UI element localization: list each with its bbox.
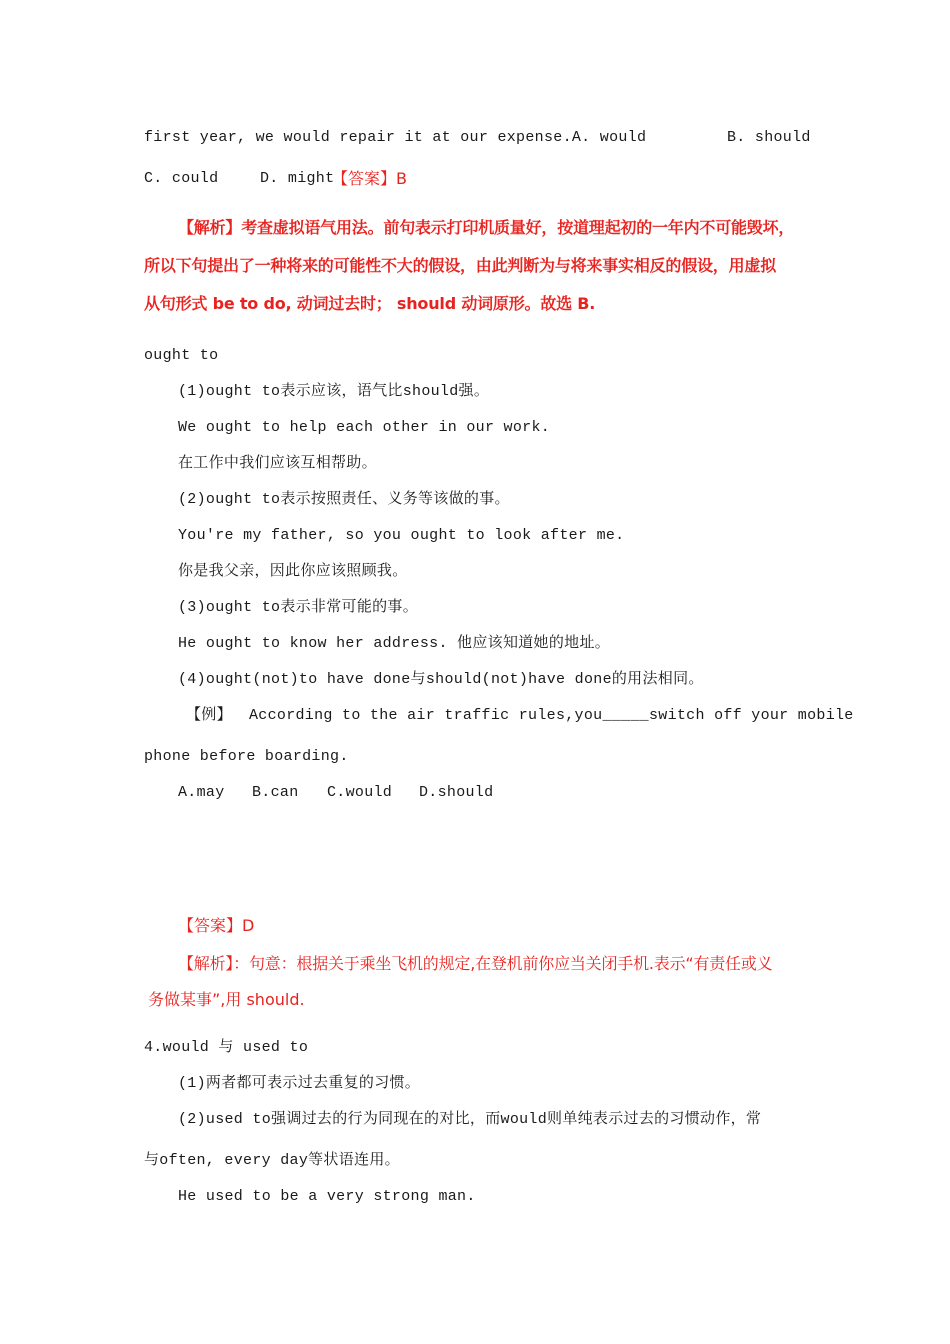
option-c: C. could [144, 170, 219, 187]
answer-label-2: 【答案】D [178, 916, 255, 935]
example-label: 【例】 [186, 707, 232, 724]
analysis-1-line-2: 所以下句提出了一种将来的可能性不大的假设，由此判断为与将来事实相反的假设，用虚拟 [144, 256, 777, 275]
ought-item-1: (1)ought to表示应该，语气比should强。 [178, 383, 490, 400]
option-d-should: D.should [419, 784, 494, 801]
would-item-2-line-1: (2)used to强调过去的行为同现在的对比，而would则单纯表示过去的习惯动作，常 [178, 1111, 762, 1128]
ought-item-8: He ought to know her address. 他应该知道她的地址。 [178, 635, 611, 652]
would-item-1: (1)两者都可表示过去重复的习惯。 [178, 1075, 421, 1092]
example-line-2: phone before boarding. [144, 748, 349, 765]
analysis-2-line-2: 务做某事”,用 should. [148, 990, 305, 1009]
answer-label-1: 【答案】B [332, 169, 407, 188]
ought-item-9: (4)ought(not)to have done与should(not)have done的用法相同。 [178, 671, 704, 688]
ought-item-3: 在工作中我们应该互相帮助。 [178, 455, 377, 472]
option-a-may: A.may [178, 784, 225, 801]
ought-item-4: (2)ought to表示按照责任、义务等该做的事。 [178, 491, 510, 508]
would-item-2-line-2: 与often, every day等状语连用。 [144, 1152, 400, 1169]
ought-item-6: 你是我父亲，因此你应该照顾我。 [178, 563, 408, 580]
analysis-2-line-1: 【解析】：句意：根据关于乘坐飞机的规定,在登机前你应当关闭手机.表示“有责任或义 [178, 954, 773, 973]
ought-item-7: (3)ought to表示非常可能的事。 [178, 599, 419, 616]
ought-item-2: We ought to help each other in our work. [178, 419, 551, 436]
section-heading-would-used-to: 4.would 与 used to [144, 1039, 309, 1056]
question-text-line: first year, we would repair it at our expense.A. would [144, 129, 647, 146]
option-b-can: B.can [252, 784, 299, 801]
analysis-1-line-3: 从句形式 be to do, 动词过去时； should 动词原形。故选 B. [144, 294, 596, 313]
option-b: B. should [727, 129, 811, 146]
section-heading-ought-to: ought to [144, 347, 219, 364]
option-d: D. might [260, 170, 335, 187]
option-c-would: C.would [327, 784, 393, 801]
example-line-1: According to the air traffic rules,you_____switch off your mobile [249, 707, 854, 724]
analysis-1-line-1: 【解析】考查虚拟语气用法。前句表示打印机质量好，按道理起初的一年内不可能毁坏， [178, 218, 795, 237]
ought-item-5: You're my father, so you ought to look after me. [178, 527, 625, 544]
would-example: He used to be a very strong man. [178, 1188, 476, 1205]
